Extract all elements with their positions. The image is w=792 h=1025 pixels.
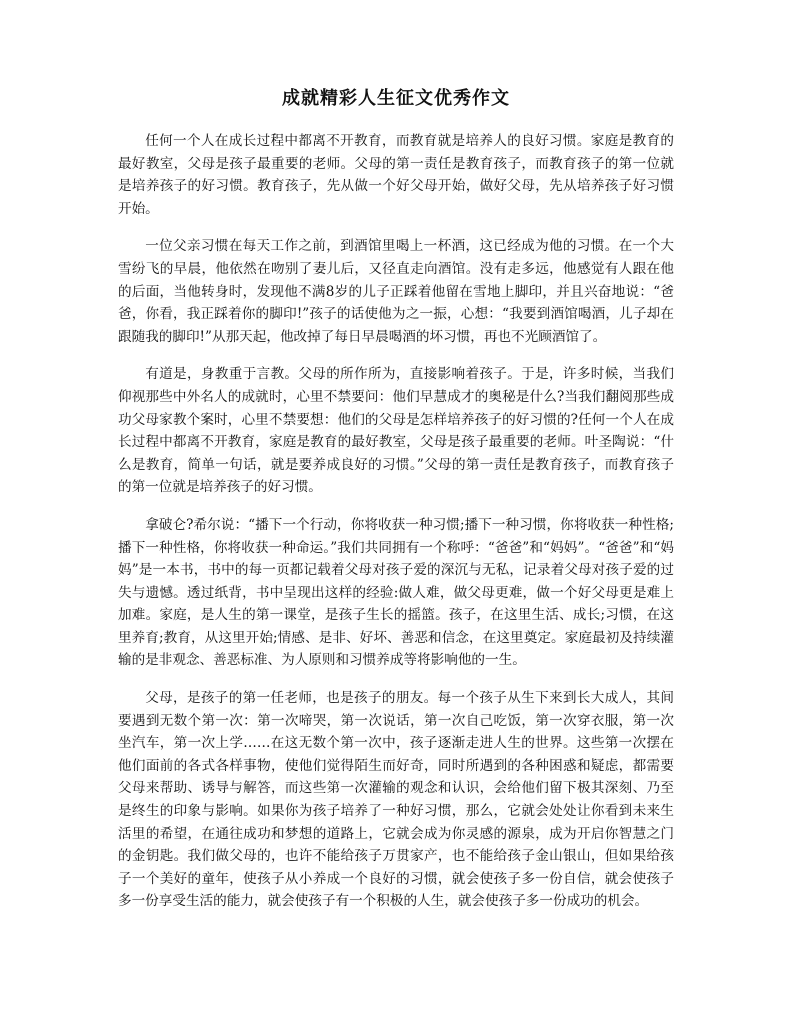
paragraph-4: 拿破仑?希尔说：“播下一个行动，你将收获一种习惯;播下一种习惯，你将收获一种性格;播下一种性格，你将收获一种命运。”我们共同拥有一个称呼：“爸爸”和“妈妈”。“爸爸”和“妈妈”是一本书，书中的每一页都记载着父母对孩子爱的深沉与无私，记录着父母对孩子爱的过失与遗憾。透过纸背，书中呈现出这样的经验:做人难，做父母更难，做一个好父母更是难上加难。家庭，是人生的第一课堂，是孩子生长的摇篮。孩子，在这里生活、成长;习惯，在这里养育;教育，从这里开始;情感、是非、好坏、善恶和信念，在这里奠定。家庭最初及持续灌输的是非观念、善恶标准、为人原则和习惯养成等将影响他的一生。 xyxy=(118,516,674,669)
paragraph-5: 父母，是孩子的第一任老师，也是孩子的朋友。每一个孩子从生下来到长大成人，其间要遇到无数个第一次：第一次啼哭，第一次说话，第一次自己吃饭，第一次穿衣服，第一次坐汽车，第一次上学……在这无数个第一次中，孩子逐渐走进人生的世界。这些第一次摆在他们面前的各式各样事物，使他们觉得陌生而好奇，同时所遇到的各种困惑和疑虑，都需要父母来帮助、诱导与解答，而这些第一次灌输的观念和认识，会给他们留下极其深刻、乃至是终生的印象与影响。如果你为孩子培养了一种好习惯，那么，它就会处处让你看到未来生活里的希望，在通往成功和梦想的道路上，它就会成为你灵感的源泉，成为开启你智慧之门的金钥匙。我们做父母的，也许不能给孩子万贯家产，也不能给孩子金山银山，但如果给孩子一个美好的童年，使孩子从小养成一个良好的习惯，就会使孩子多一份自信，就会使孩子多一份享受生活的能力，就会使孩子有一个积极的人生，就会使孩子多一份成功的机会。 xyxy=(118,690,674,910)
paragraph-3: 有道是，身教重于言教。父母的所作所为，直接影响着孩子。于是，许多时候，当我们仰视那些中外名人的成就时，心里不禁要问：他们早慧成才的奥秘是什么?当我们翻阅那些成功父母家教个案时，心里不禁要想：他们的父母是怎样培养孩子的好习惯的?任何一个人在成长过程中都离不开教育，家庭是教育的最好教室，父母是孩子最重要的老师。叶圣陶说：“什么是教育，简单一句话，就是要养成良好的习惯。”父母的第一责任是教育孩子，而教育孩子的第一位就是培养孩子的好习惯。 xyxy=(118,366,674,496)
document-title: 成就精彩人生征文优秀作文 xyxy=(282,88,510,109)
paragraph-1: 任何一个人在成长过程中都离不开教育，而教育就是培养人的良好习惯。家庭是教育的最好教室，父母是孩子最重要的老师。父母的第一责任是教育孩子，而教育孩子的第一位就是培养孩子的好习惯。教育孩子，先从做一个好父母开始，做好父母，先从培养孩子好习惯开始。 xyxy=(118,133,674,217)
document-page xyxy=(118,86,674,928)
paragraph-2: 一位父亲习惯在每天工作之前，到酒馆里喝上一杯酒，这已经成为他的习惯。在一个大雪纷飞的早晨，他依然在吻别了妻儿后，又径直走向酒馆。没有走多远，他感觉有人跟在他的后面，当他转身时，发现他不满8岁的儿子正踩着他留在雪地上脚印，并且兴奋地说：“爸爸，你看，我正踩着你的脚印!”孩子的话使他为之一振，心想：“我要到酒馆喝酒，儿子却在跟随我的脚印!”从那天起，他改掉了每日早晨喝酒的坏习惯，再也不光顾酒馆了。 xyxy=(118,238,674,345)
